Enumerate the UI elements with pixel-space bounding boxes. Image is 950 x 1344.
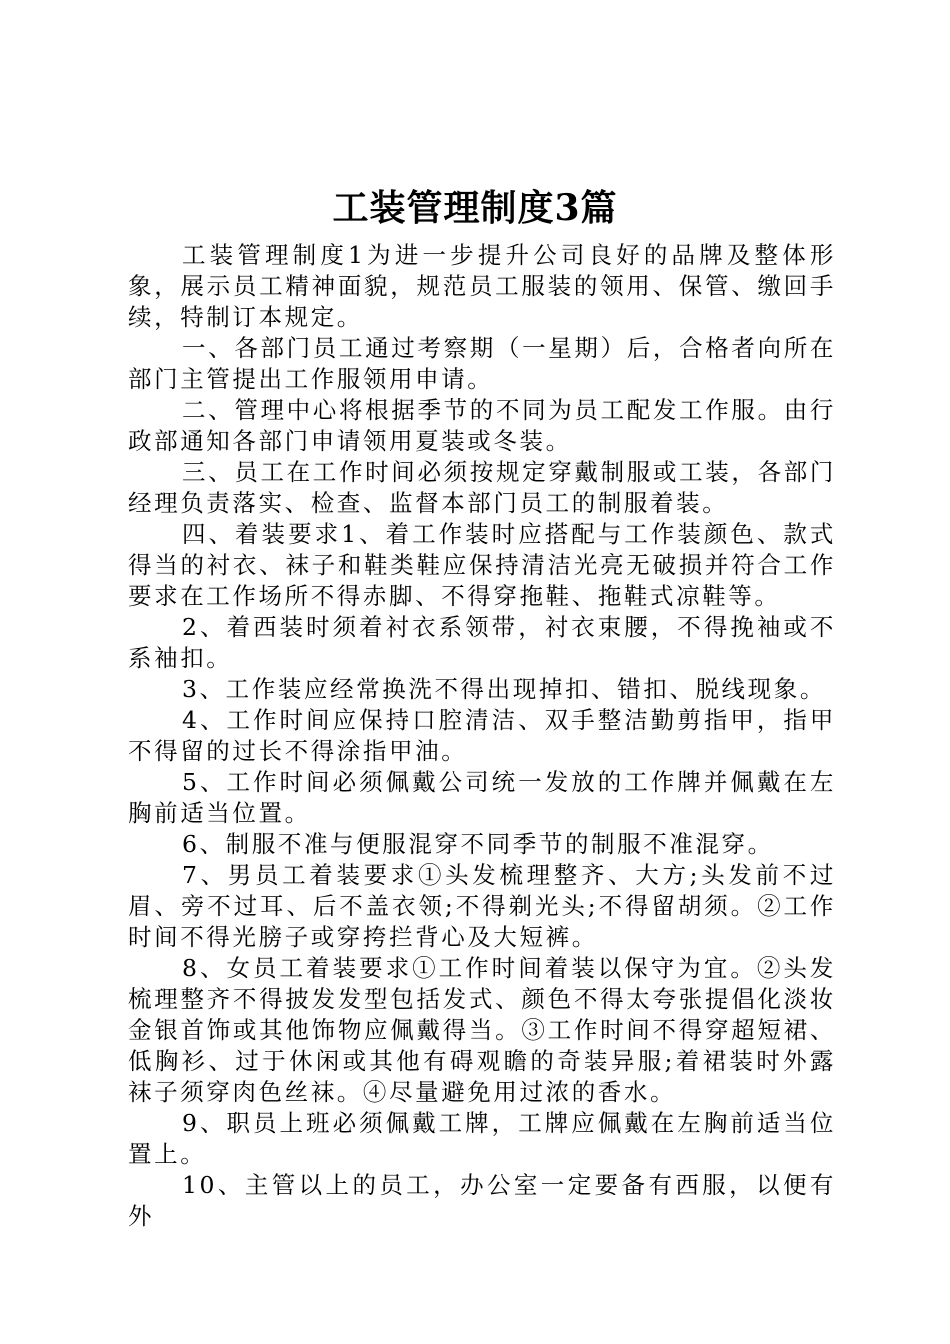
paragraph-item-9: 9、职员上班必须佩戴工牌，工牌应佩戴在左胸前适当位置上。 bbox=[128, 1109, 836, 1168]
paragraph-section-2: 二、管理中心将根据季节的不同为员工配发工作服。由行政部通知各部门申请领用夏装或冬装。 bbox=[128, 396, 836, 455]
paragraph-section-4: 四、着装要求1、着工作装时应搭配与工作装颜色、款式得当的衬衣、袜子和鞋类鞋应保持清洁光亮无破损并符合工作要求在工作场所不得赤脚、不得穿拖鞋、拖鞋式凉鞋等。 bbox=[128, 520, 836, 610]
paragraph-section-1: 一、各部门员工通过考察期（一星期）后，合格者向所在部门主管提出工作服领用申请。 bbox=[128, 334, 836, 393]
document-title: 工装管理制度3篇 bbox=[332, 187, 618, 229]
paragraph-item-8: 8、女员工着装要求①工作时间着装以保守为宜。②头发梳理整齐不得披发发型包括发式、颜色不得太夸张提倡化淡妆金银首饰或其他饰物应佩戴得当。③工作时间不得穿超短裙、低胸衫、过于休闲或其他有碍观瞻的奇装异服;着裙装时外露袜子须穿肉色丝袜。④尽量避免用过浓的香水。 bbox=[128, 954, 836, 1106]
document-body bbox=[128, 240, 836, 1232]
paragraph-section-3: 三、员工在工作时间必须按规定穿戴制服或工装，各部门经理负责落实、检查、监督本部门员工的制服着装。 bbox=[128, 458, 836, 517]
paragraph-item-7: 7、男员工着装要求①头发梳理整齐、大方;头发前不过眉、旁不过耳、后不盖衣领;不得剃光头;不得留胡须。②工作时间不得光膀子或穿挎拦背心及大短裤。 bbox=[128, 861, 836, 951]
paragraph-item-5: 5、工作时间必须佩戴公司统一发放的工作牌并佩戴在左胸前适当位置。 bbox=[128, 768, 836, 827]
paragraph-item-3: 3、工作装应经常换洗不得出现掉扣、错扣、脱线现象。 bbox=[182, 675, 826, 703]
paragraph-item-2: 2、着西装时须着衬衣系领带，衬衣束腰，不得挽袖或不系袖扣。 bbox=[128, 613, 836, 672]
paragraph-item-10: 10、主管以上的员工，办公室一定要备有西服，以便有外 bbox=[128, 1171, 836, 1230]
paragraph-item-6: 6、制服不准与便服混穿不同季节的制服不准混穿。 bbox=[182, 830, 774, 858]
paragraph-item-4: 4、工作时间应保持口腔清洁、双手整洁勤剪指甲，指甲不得留的过长不得涂指甲油。 bbox=[128, 706, 836, 765]
paragraph-intro: 工装管理制度1为进一步提升公司良好的品牌及整体形象，展示员工精神面貌，规范员工服装的领用、保管、缴回手续，特制订本规定。 bbox=[128, 241, 836, 331]
